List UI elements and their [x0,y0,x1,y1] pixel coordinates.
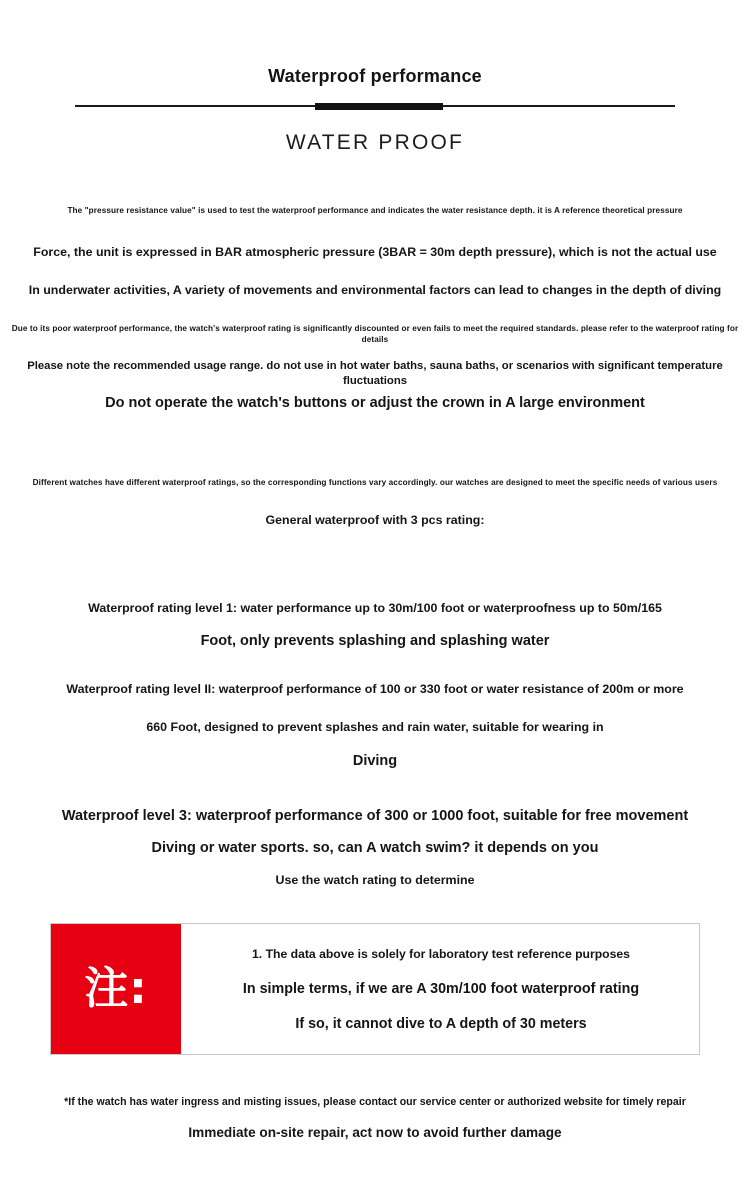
note-line-1: 1. The data above is solely for laboratory test reference purposes [252,947,630,961]
note-line-2: In simple terms, if we are A 30m/100 foot waterproof rating [242,981,640,997]
paragraph-different-watches-ratings: Different watches have different waterproof ratings, so the corresponding functions vary accordingly. our watches are designed to meet the specific needs of various users [32,478,718,487]
paragraph-do-not-operate-crown: Do not operate the watch's buttons or adjust the crown in A large environment [105,395,645,411]
paragraph-level-3-line-1: Waterproof level 3: waterproof performance of 300 or 1000 foot, suitable for free movement [61,808,689,824]
page-subtitle: WATER PROOF [285,131,465,154]
paragraph-level-2-line-2: 660 Foot, designed to prevent splashes and rain water, suitable for wearing in [146,720,604,734]
note-callout-box [50,923,700,1055]
note-marker-badge [51,924,181,1054]
paragraph-poor-waterproof-warning: Due to its poor waterproof performance, the watch's waterproof rating is significantly discounted or even fails to meet the required standards. please refer to the waterproof rating for details [11,324,739,345]
note-line-3: If so, it cannot dive to A depth of 30 meters [295,1016,587,1032]
note-text-block [181,924,701,1054]
note-marker-label: 注: [84,963,148,1014]
footer-service-note: *If the watch has water ingress and misting issues, please contact our service center or authorized website for timely repair [64,1096,686,1108]
paragraph-underwater-activity-factors: In underwater activities, A variety of movements and environmental factors can lead to changes in the depth of diving [28,283,722,297]
paragraph-level-3-line-3: Use the watch rating to determine [275,873,475,887]
paragraph-general-waterproof-intro: General waterproof with 3 pcs rating: [265,513,485,527]
footer-repair-note: Immediate on-site repair, act now to avoid further damage [188,1125,562,1140]
paragraph-recommended-usage-range: Please note the recommended usage range. do not use in hot water baths, sauna baths, or scenarios with significant temperature fluctuations [27,360,723,388]
title-divider [75,103,675,110]
paragraph-level-2-line-1: Waterproof rating level II: waterproof performance of 100 or 330 foot or water resistance of 200m or more [66,682,684,696]
paragraph-bar-unit-explanation: Force, the unit is expressed in BAR atmospheric pressure (3BAR = 30m depth pressure), which is not the actual use [33,245,717,259]
paragraph-level-2-line-3: Diving [352,753,398,769]
paragraph-pressure-resistance-definition: The "pressure resistance value" is used to test the waterproof performance and indicates the water resistance depth. it is A reference theoretical pressure [67,206,683,215]
paragraph-level-3-line-2: Diving or water sports. so, can A watch swim? it depends on you [151,840,599,856]
paragraph-level-1-line-2: Foot, only prevents splashing and splashing water [200,633,550,649]
divider-thick-accent [315,103,443,110]
page-title: Waterproof performance [268,66,482,86]
paragraph-level-1-line-1: Waterproof rating level 1: water performance up to 30m/100 foot or waterproofness up to 50m/165 [88,601,662,615]
